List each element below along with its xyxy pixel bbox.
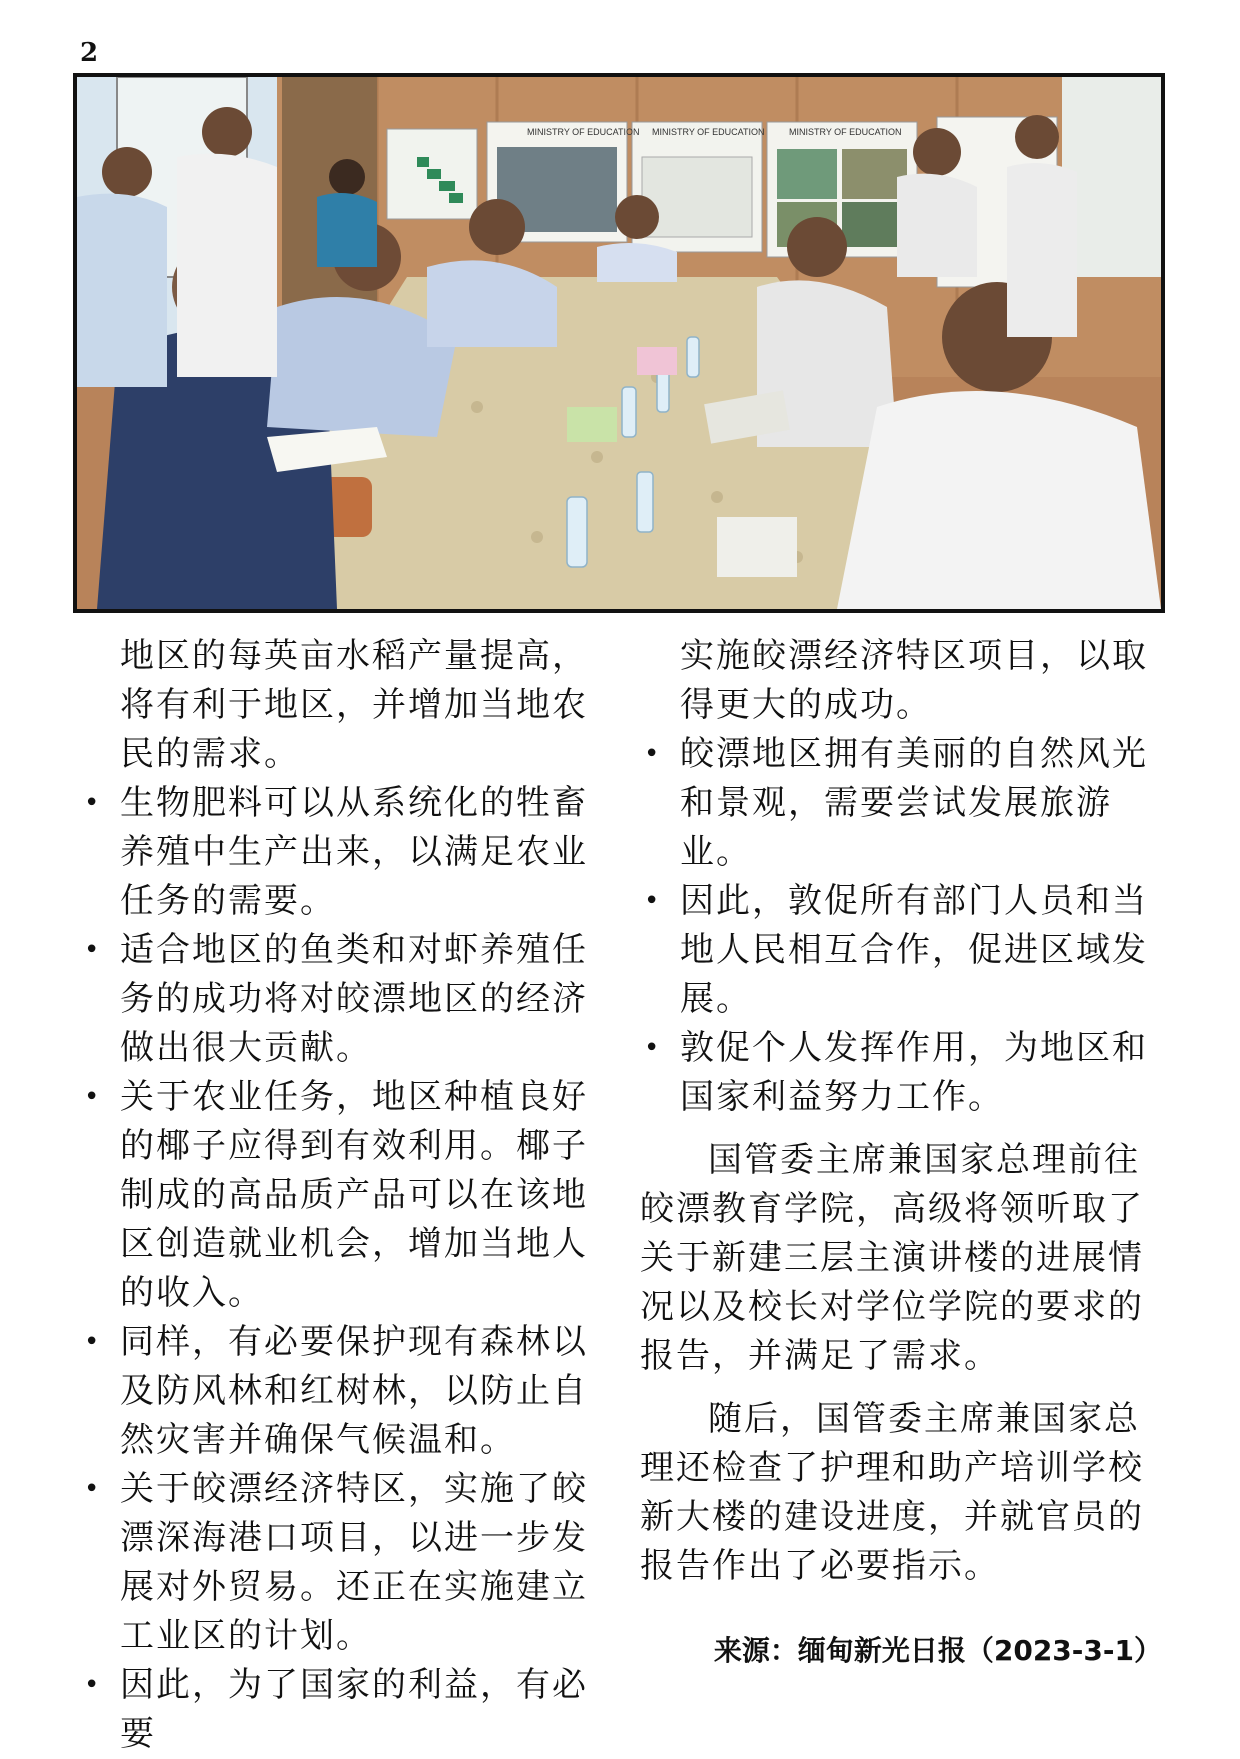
poster-label-1: MINISTRY OF EDUCATION	[527, 127, 640, 137]
list-item	[640, 1024, 1170, 1122]
list-item-text: 敦促个人发挥作用，为地区和国家利益努力工作。	[680, 1028, 1148, 1117]
meeting-photo	[73, 73, 1165, 613]
bullet-icon: •	[644, 1033, 662, 1063]
right-continuation: 实施皎漂经济特区项目，以取得更大的成功。	[680, 636, 1148, 725]
right-column	[640, 632, 1170, 1697]
body-paragraph: 随后，国管委主席兼国家总理还检查了护理和助产培训学校新大楼的建设进度，并就官员的报告作出了必要指示。	[640, 1399, 1144, 1586]
source-credit: 来源：缅甸新光日报（2023-3-1）	[713, 1634, 1162, 1667]
list-item	[640, 730, 1170, 877]
list-item	[80, 926, 610, 1073]
body-paragraph: 国管委主席兼国家总理前往皎漂教育学院，高级将领听取了关于新建三层主演讲楼的进展情况以及校长对学位学院的要求的报告，并满足了需求。	[640, 1140, 1144, 1376]
bullet-icon: •	[644, 886, 662, 916]
list-item-text: 皎漂地区拥有美丽的自然风光和景观，需要尝试发展旅游业。	[680, 734, 1148, 872]
bullet-icon: •	[84, 1474, 102, 1504]
poster-label-3: MINISTRY OF EDUCATION	[789, 127, 902, 137]
list-item	[80, 779, 610, 926]
list-item-text: 关于农业任务，地区种植良好的椰子应得到有效利用。椰子制成的高品质产品可以在该地区创造就业机会，增加当地人的收入。	[120, 1077, 588, 1313]
list-item-text: 因此，为了国家的利益，有必要	[120, 1665, 588, 1754]
list-item-text: 同样，有必要保护现有森林以及防风林和红树林，以防止自然灾害并确保气候温和。	[120, 1322, 588, 1460]
bullet-icon: •	[84, 1670, 102, 1700]
bullet-icon: •	[84, 788, 102, 818]
list-item	[80, 1465, 610, 1661]
list-item-text: 因此，敦促所有部门人员和当地人民相互合作，促进区域发展。	[680, 881, 1148, 1019]
list-item	[80, 1661, 610, 1759]
bullet-icon: •	[84, 1082, 102, 1112]
list-item-text: 适合地区的鱼类和对虾养殖任务的成功将对皎漂地区的经济做出很大贡献。	[120, 930, 588, 1068]
poster-label-2: MINISTRY OF EDUCATION	[652, 127, 765, 137]
list-item	[640, 877, 1170, 1024]
bullet-icon: •	[644, 739, 662, 769]
left-continuation: 地区的每英亩水稻产量提高，将有利于地区，并增加当地农民的需求。	[120, 636, 588, 774]
page-number: 2	[80, 38, 99, 68]
list-item-text: 生物肥料可以从系统化的牲畜养殖中生产出来，以满足农业任务的需要。	[120, 783, 588, 921]
left-column	[80, 632, 610, 1759]
list-item	[80, 1318, 610, 1465]
bullet-icon: •	[84, 935, 102, 965]
list-item	[80, 1073, 610, 1318]
list-item-text: 关于皎漂经济特区，实施了皎漂深海港口项目，以进一步发展对外贸易。还正在实施建立工业区的计划。	[120, 1469, 588, 1656]
bullet-icon: •	[84, 1327, 102, 1357]
